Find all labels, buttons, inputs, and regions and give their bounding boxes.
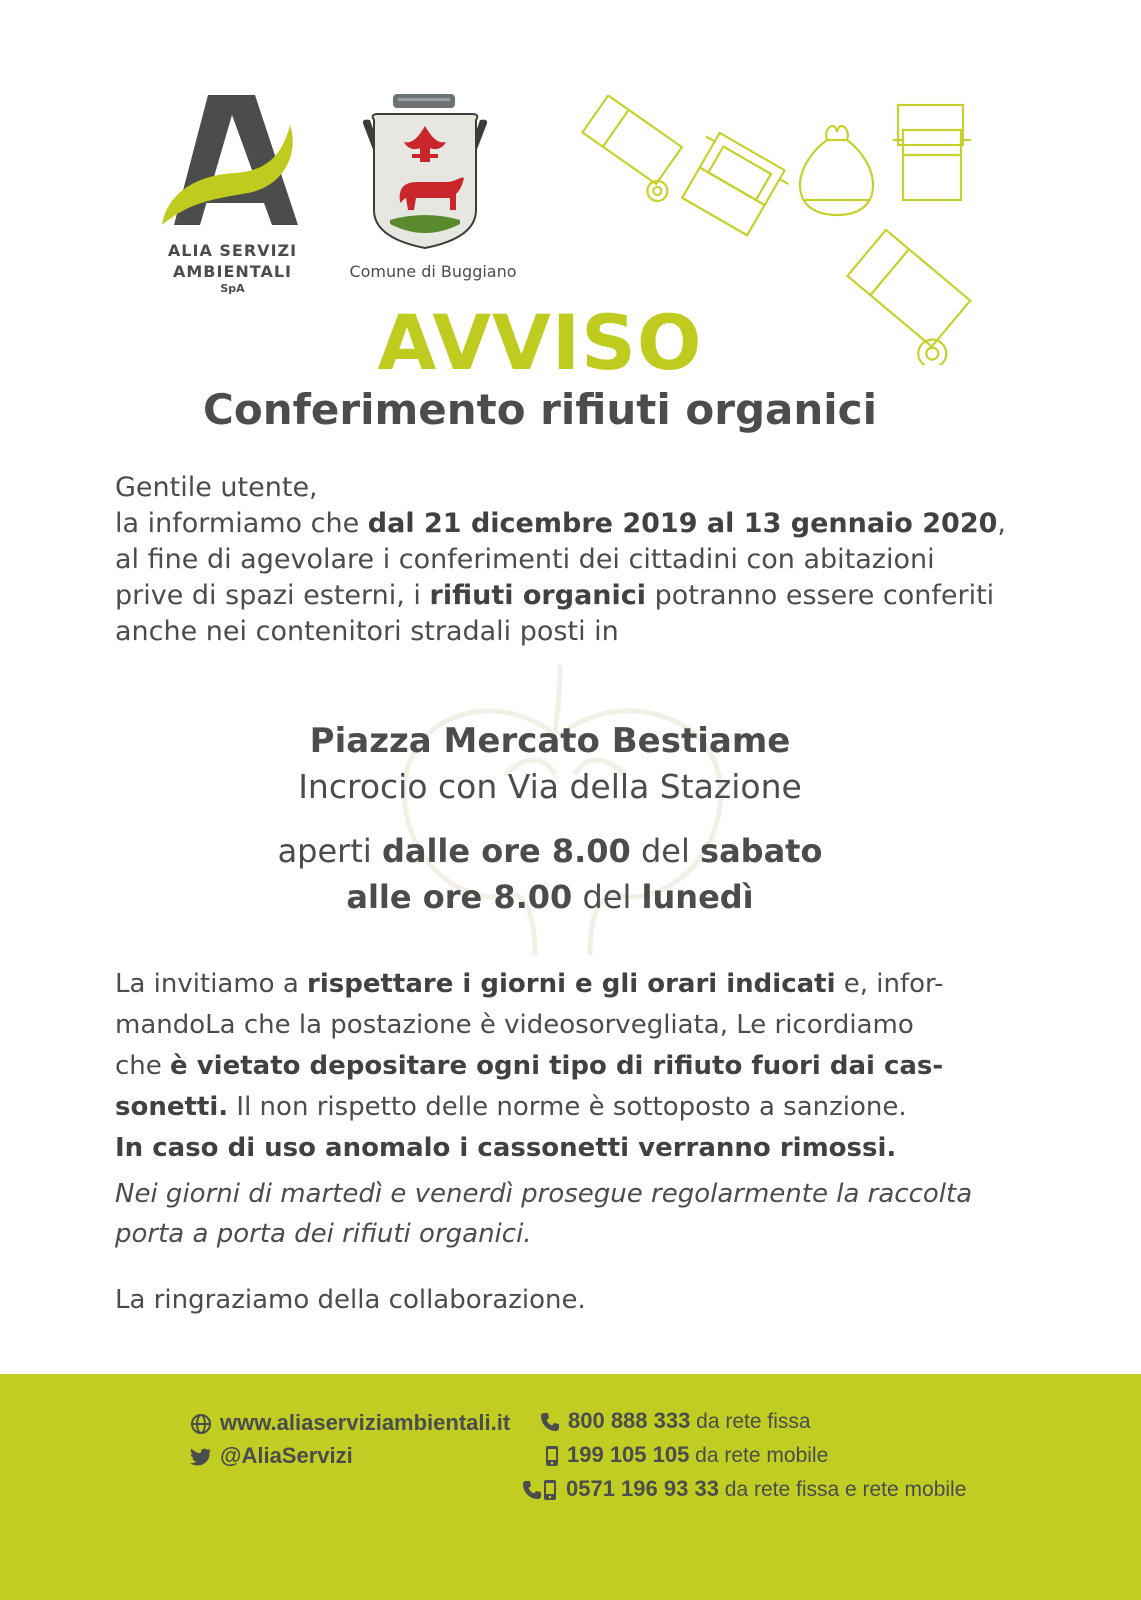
twitter-icon (190, 1447, 212, 1467)
comune-crest (360, 92, 490, 252)
phone1-note: da rete fissa (690, 1410, 811, 1433)
text-span: del (630, 832, 701, 870)
alia-name-line2: AMBIENTALI (173, 262, 292, 281)
website-text: www.aliaserviziambientali.it (220, 1410, 511, 1435)
text-span: la informiamo che (115, 508, 368, 539)
greeting: Gentile utente, (115, 472, 318, 503)
phone2-number: 199 105 105 (567, 1442, 690, 1467)
rules-line-1 (115, 964, 1010, 1005)
rules-line-5 (115, 1128, 1010, 1169)
day-bold: sabato (700, 832, 823, 870)
phone-and-mobile-icon (522, 1479, 558, 1501)
phone2-note: da rete mobile (689, 1444, 829, 1467)
text-span: aperti (277, 832, 382, 870)
note-line-1: Nei giorni di martedì e venerdì prosegue regolarmente la raccolta (115, 1179, 973, 1209)
intro-line-5: anche nei contenitori stradali posti in (115, 616, 619, 647)
globe-icon (190, 1413, 212, 1435)
date-range: dal 21 dicembre 2019 al 13 gennaio 2020 (367, 508, 998, 539)
location-crossing: Incrocio con Via della Stazione (298, 767, 802, 806)
comune-name: Comune di Buggiano (349, 262, 517, 281)
rules-line-3 (115, 1046, 1010, 1087)
phone-landline[interactable] (540, 1406, 811, 1437)
text-span: Il non rispetto delle norme è sottoposto a sanzione. (228, 1092, 907, 1122)
text-span: La invitiamo a (115, 969, 308, 999)
rules-line-4 (115, 1087, 1010, 1128)
text-span: prive di spazi esterni, i (115, 580, 430, 611)
phone1-number: 800 888 333 (568, 1408, 691, 1433)
notice-subtitle: Conferimento rifiuti organici (203, 385, 877, 434)
text-span: del (572, 878, 642, 916)
hours-bold: dalle ore 8.00 (381, 832, 631, 870)
opening-hours-start (0, 828, 1100, 874)
footer (0, 1374, 1141, 1600)
day-bold: lunedì (641, 878, 754, 916)
intro-line-4 (115, 578, 1010, 614)
intro-line-dates (115, 506, 1010, 542)
rules-line-2: mandoLa che la postazione è videosorvegliata, Le ricordiamo (115, 1010, 914, 1040)
alia-logo (160, 95, 310, 235)
alia-name-line1: ALIA SERVIZI (167, 241, 298, 260)
opening-hours-end (0, 874, 1100, 920)
text-span: , (997, 508, 1006, 539)
location-place: Piazza Mercato Bestiame (309, 721, 791, 761)
website-link[interactable] (190, 1408, 510, 1438)
alia-name-line3: SpA (220, 282, 245, 295)
intro-line-3: al fine di agevolare i conferimenti dei cittadini con abitazioni (115, 544, 935, 575)
thanks: La ringraziamo della collaborazione. (115, 1285, 586, 1315)
notice-title: AVVISO (377, 298, 703, 387)
text-span: e, infor- (835, 969, 944, 999)
rules-bold: è vietato depositare ogni tipo di rifiuto fuori dai cas- (170, 1051, 944, 1081)
twitter-link[interactable] (190, 1441, 353, 1471)
phone-mobile[interactable] (545, 1440, 828, 1471)
mobile-phone-icon (545, 1445, 559, 1467)
phone3-note: da rete fissa e rete mobile (718, 1478, 967, 1501)
note-line-2: porta a porta dei rifiuti organici. (115, 1219, 532, 1249)
rules-warning: In caso di uso anomalo i cassonetti verranno rimossi. (115, 1133, 897, 1163)
rules-bold: rispettare i giorni e gli orari indicati (307, 969, 836, 999)
hours-bold: alle ore 8.00 (346, 878, 573, 916)
collection-note (115, 1174, 1010, 1254)
phone3-number: 0571 196 93 33 (566, 1476, 719, 1501)
intro-paragraph (115, 470, 1010, 650)
rules-paragraph (115, 964, 1010, 1169)
apple-watermark (385, 655, 745, 975)
text-span: potranno essere conferiti (646, 580, 995, 611)
rules-bold: sonetti. (115, 1092, 229, 1122)
text-span: che (115, 1051, 171, 1081)
phone-icon (540, 1412, 560, 1432)
phone-both[interactable] (522, 1474, 966, 1505)
alia-company-name (150, 240, 315, 296)
highlight-organic: rifiuti organici (429, 580, 647, 611)
twitter-handle: @AliaServizi (220, 1443, 353, 1468)
